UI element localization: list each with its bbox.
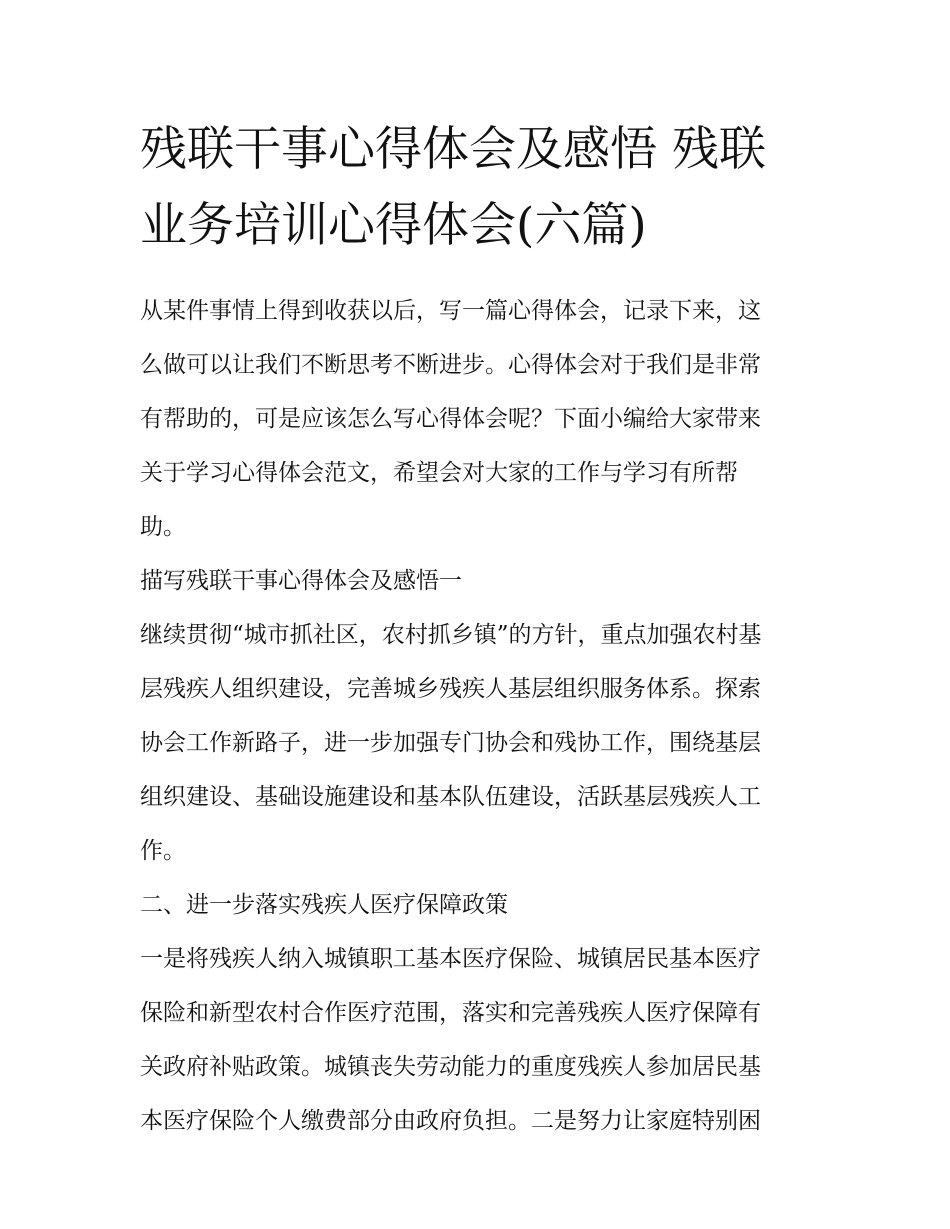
body-line: 保险和新型农村合作医疗范围，落实和完善残疾人医疗保障有: [140, 1000, 761, 1026]
section-heading: 二、进一步落实残疾人医疗保障政策: [140, 892, 508, 918]
body-line: 从某件事情上得到收获以后，写一篇心得体会，记录下来，这: [140, 298, 761, 324]
body-line: 助。: [140, 514, 186, 540]
body-line: 组织建设、基础设施建设和基本队伍建设，活跃基层残疾人工: [140, 784, 761, 810]
body-line: 协会工作新路子，进一步加强专门协会和残协工作，围绕基层: [140, 730, 761, 756]
document-body: [140, 284, 816, 1148]
body-line: 继续贯彻“城市抓社区，农村抓乡镇”的方针，重点加强农村基: [140, 622, 762, 648]
section-heading: 描写残联干事心得体会及感悟一: [140, 568, 462, 594]
body-line: 层残疾人组织建设，完善城乡残疾人基层组织服务体系。探索: [140, 676, 761, 702]
body-line: 关于学习心得体会范文，希望会对大家的工作与学习有所帮: [140, 460, 738, 486]
body-line: 本医疗保险个人缴费部分由政府负担。二是努力让家庭特别困: [140, 1108, 761, 1134]
body-line: 作。: [140, 838, 186, 864]
title-line-1: 残联干事心得体会及感悟 残联: [140, 122, 766, 177]
document-title: [140, 112, 816, 264]
body-line: 一是将残疾人纳入城镇职工基本医疗保险、城镇居民基本医疗: [140, 946, 761, 972]
document-page: [140, 112, 816, 1148]
body-line: 关政府补贴政策。城镇丧失劳动能力的重度残疾人参加居民基: [140, 1054, 761, 1080]
body-line: 有帮助的，可是应该怎么写心得体会呢？下面小编给大家带来: [140, 406, 761, 432]
body-line: 么做可以让我们不断思考不断进步。心得体会对于我们是非常: [140, 352, 761, 378]
title-line-2: 业务培训心得体会(六篇): [140, 198, 647, 253]
